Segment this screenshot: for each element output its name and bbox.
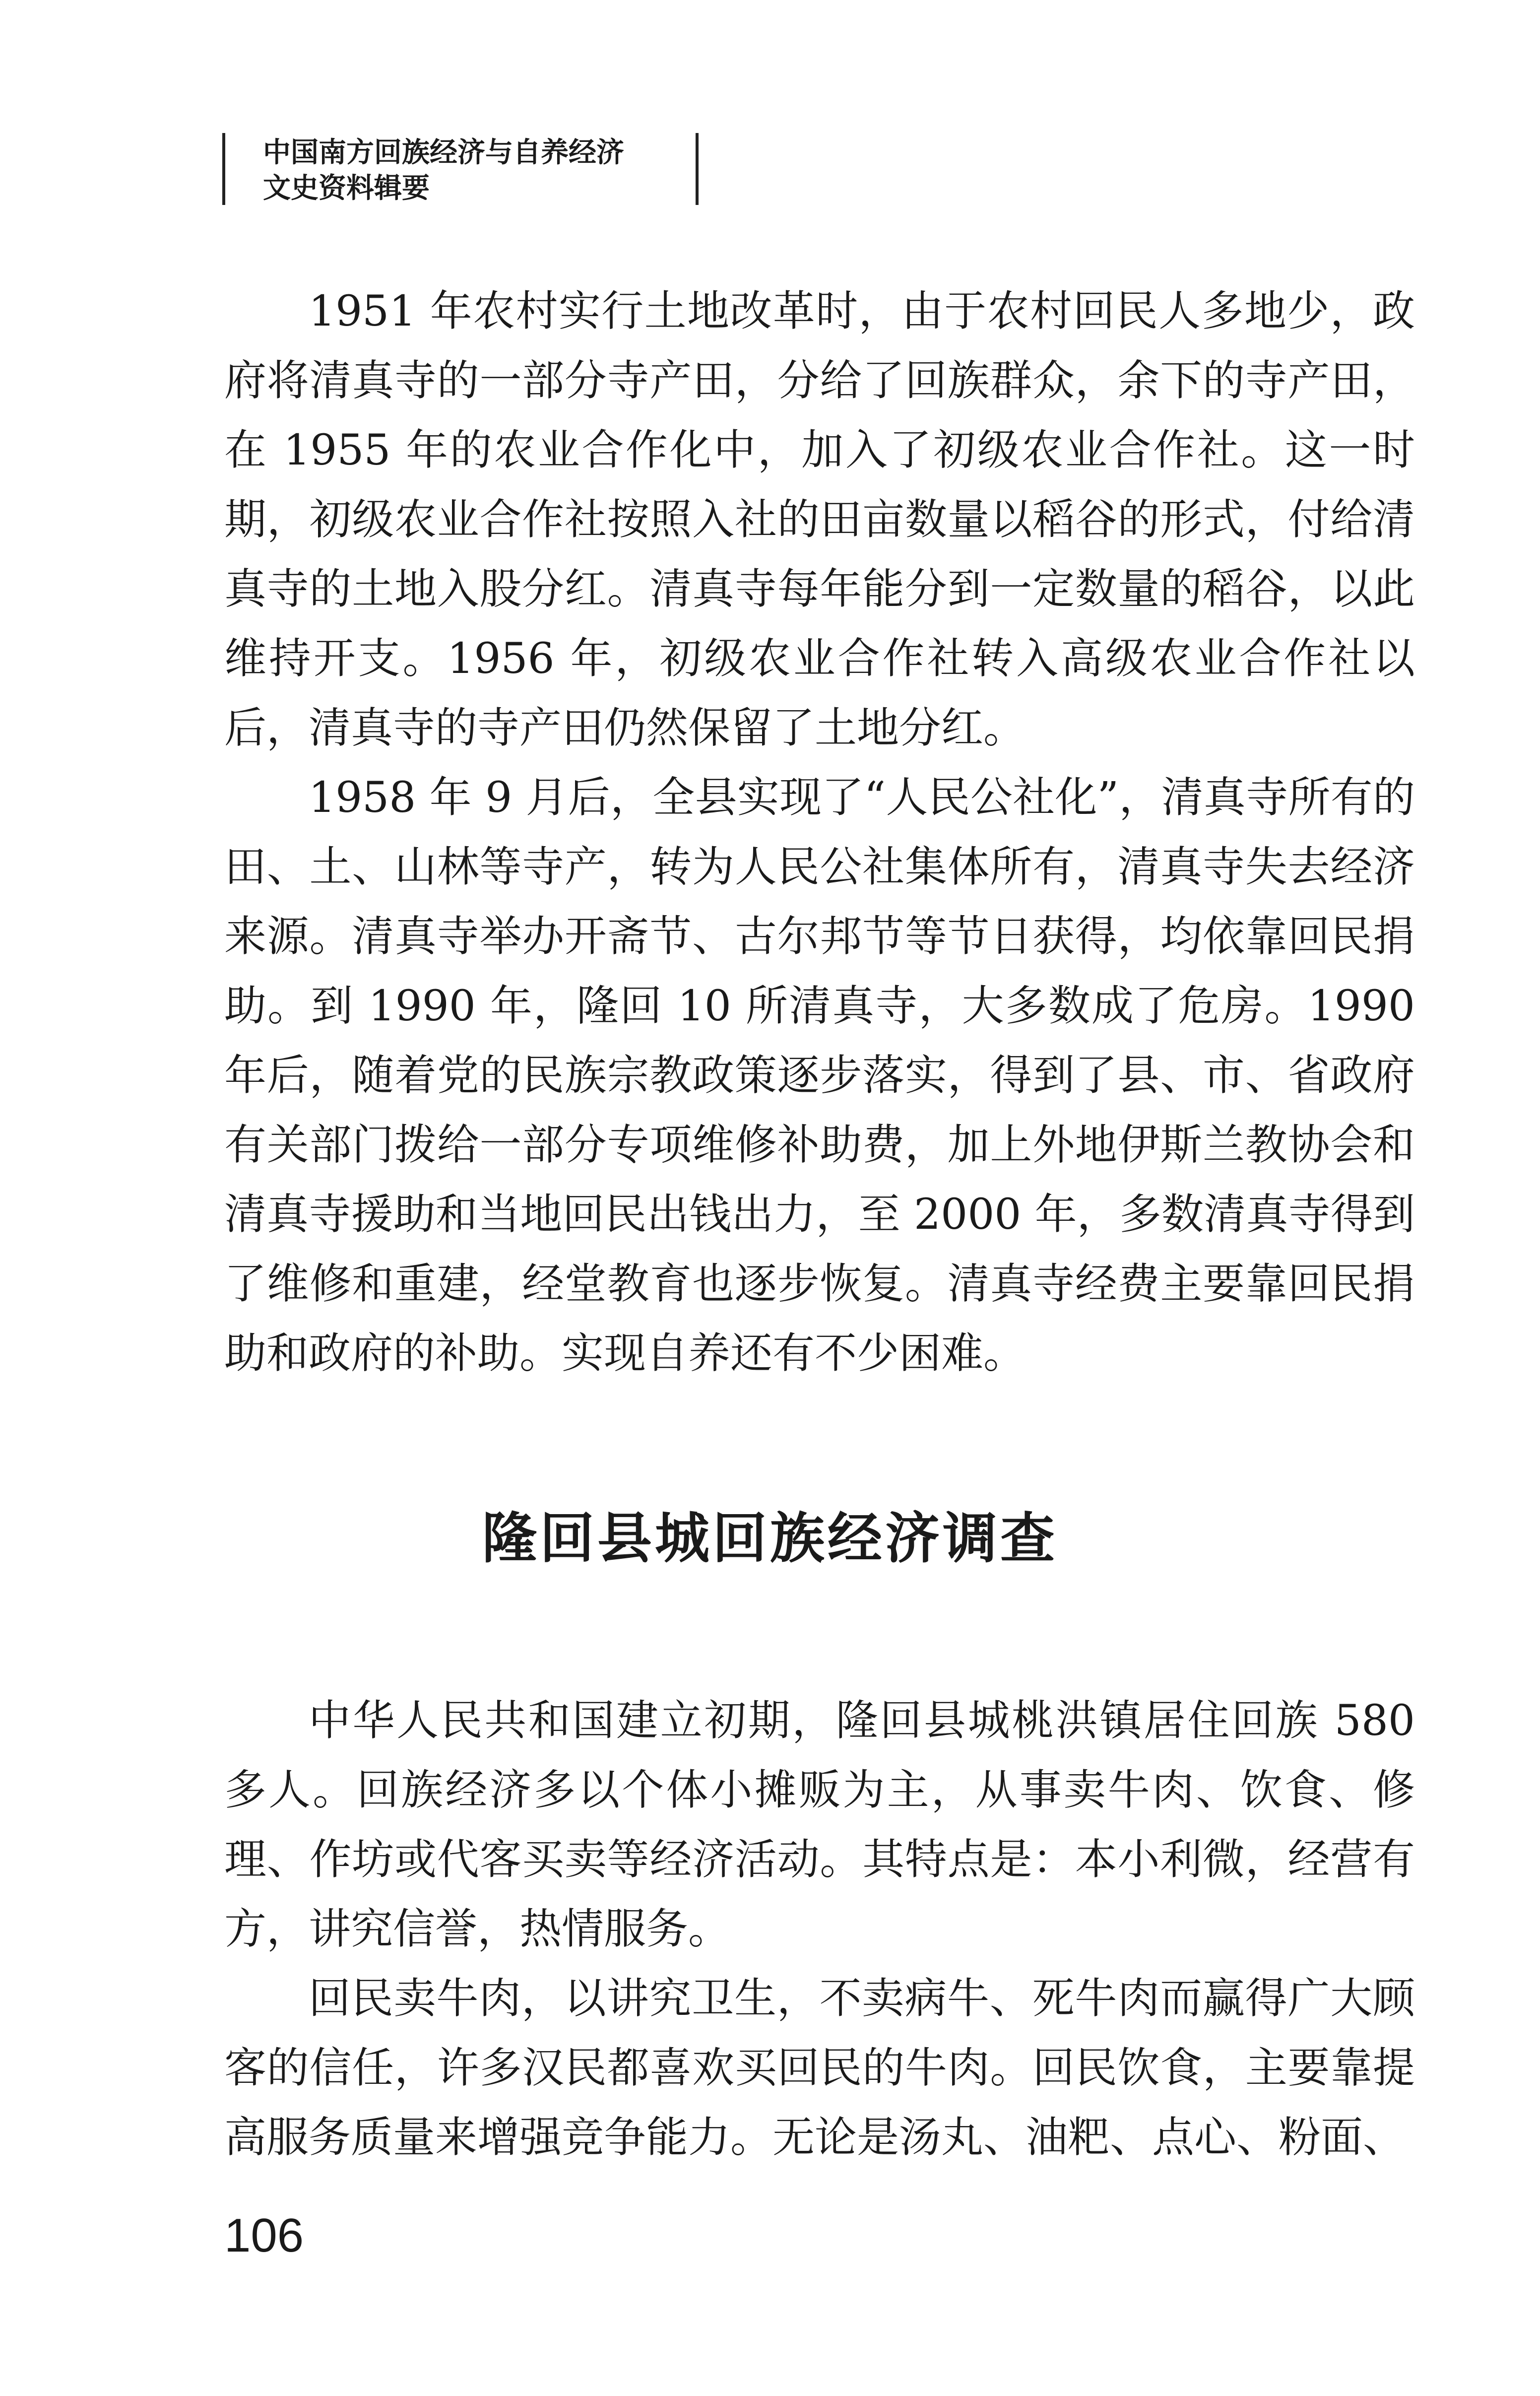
section-title: 隆回县城回族经济调查 <box>482 1507 1058 1570</box>
running-header-line-1: 中国南方回族经济与自养经济 <box>263 136 624 169</box>
paragraph: 中华人民共和国建立初期，隆回县城桃洪镇居住回族 580 多人。回族经济多以个体小摊贩为主，从事卖牛肉、饮食、修理、作坊或代客买卖等经济活动。其特点是：本小利微，经营有方，讲究信誉，热情服务。 <box>224 1696 1415 1954</box>
paragraph: 回民卖牛肉，以讲究卫生，不卖病牛、死牛肉而赢得广大顾客的信任，许多汉民都喜欢买回民的牛肉。回民饮食，主要靠提高服务质量来增强竞争能力。无论是汤丸、油粑、点心、粉面、 <box>224 1974 1415 2162</box>
header-rule-left <box>222 133 225 205</box>
paragraph: 1951 年农村实行土地改革时，由于农村回民人多地少，政府将清真寺的一部分寺产田，分给了回族群众，余下的寺产田，在 1955 年的农业合作化中，加入了初级农业合作社。这一时期，初级农业合作社按照入社的田亩数量以稻谷的形式，付给清真寺的土地入股分红。清真寺每年能分到一定数量的稻谷，以此维持开支。1956 年，初级农业合作社转入高级农业合作社以后，清真寺的寺产田仍然保留了土地分红。 <box>224 287 1415 753</box>
page-number: 106 <box>224 2209 304 2262</box>
running-header-text <box>263 135 624 206</box>
running-header <box>222 133 699 205</box>
running-header-line-2: 文史资料辑要 <box>263 172 430 204</box>
header-rule-right <box>696 133 699 205</box>
body-text-part-2 <box>224 1686 1415 2173</box>
paragraph: 1958 年 9 月后，全县实现了“人民公社化”，清真寺所有的田、土、山林等寺产，转为人民公社集体所有，清真寺失去经济来源。清真寺举办开斋节、古尔邦节等节日获得，均依靠回民捐助。到 1990 年，隆回 10 所清真寺，大多数成了危房。1990 年后，随着党的民族宗教政策逐步落实，得到了县、市、省政府有关部门拨给一部分专项维修补助费，加上外地伊斯兰教协会和清真寺援助和当地回民出钱出力，至 2000 年，多数清真寺得到了维修和重建，经堂教育也逐步恢复。清真寺经费主要靠回民捐助和政府的补助。实现自养还有不少困难。 <box>224 773 1415 1378</box>
body-text-part-1 <box>224 277 1415 1389</box>
